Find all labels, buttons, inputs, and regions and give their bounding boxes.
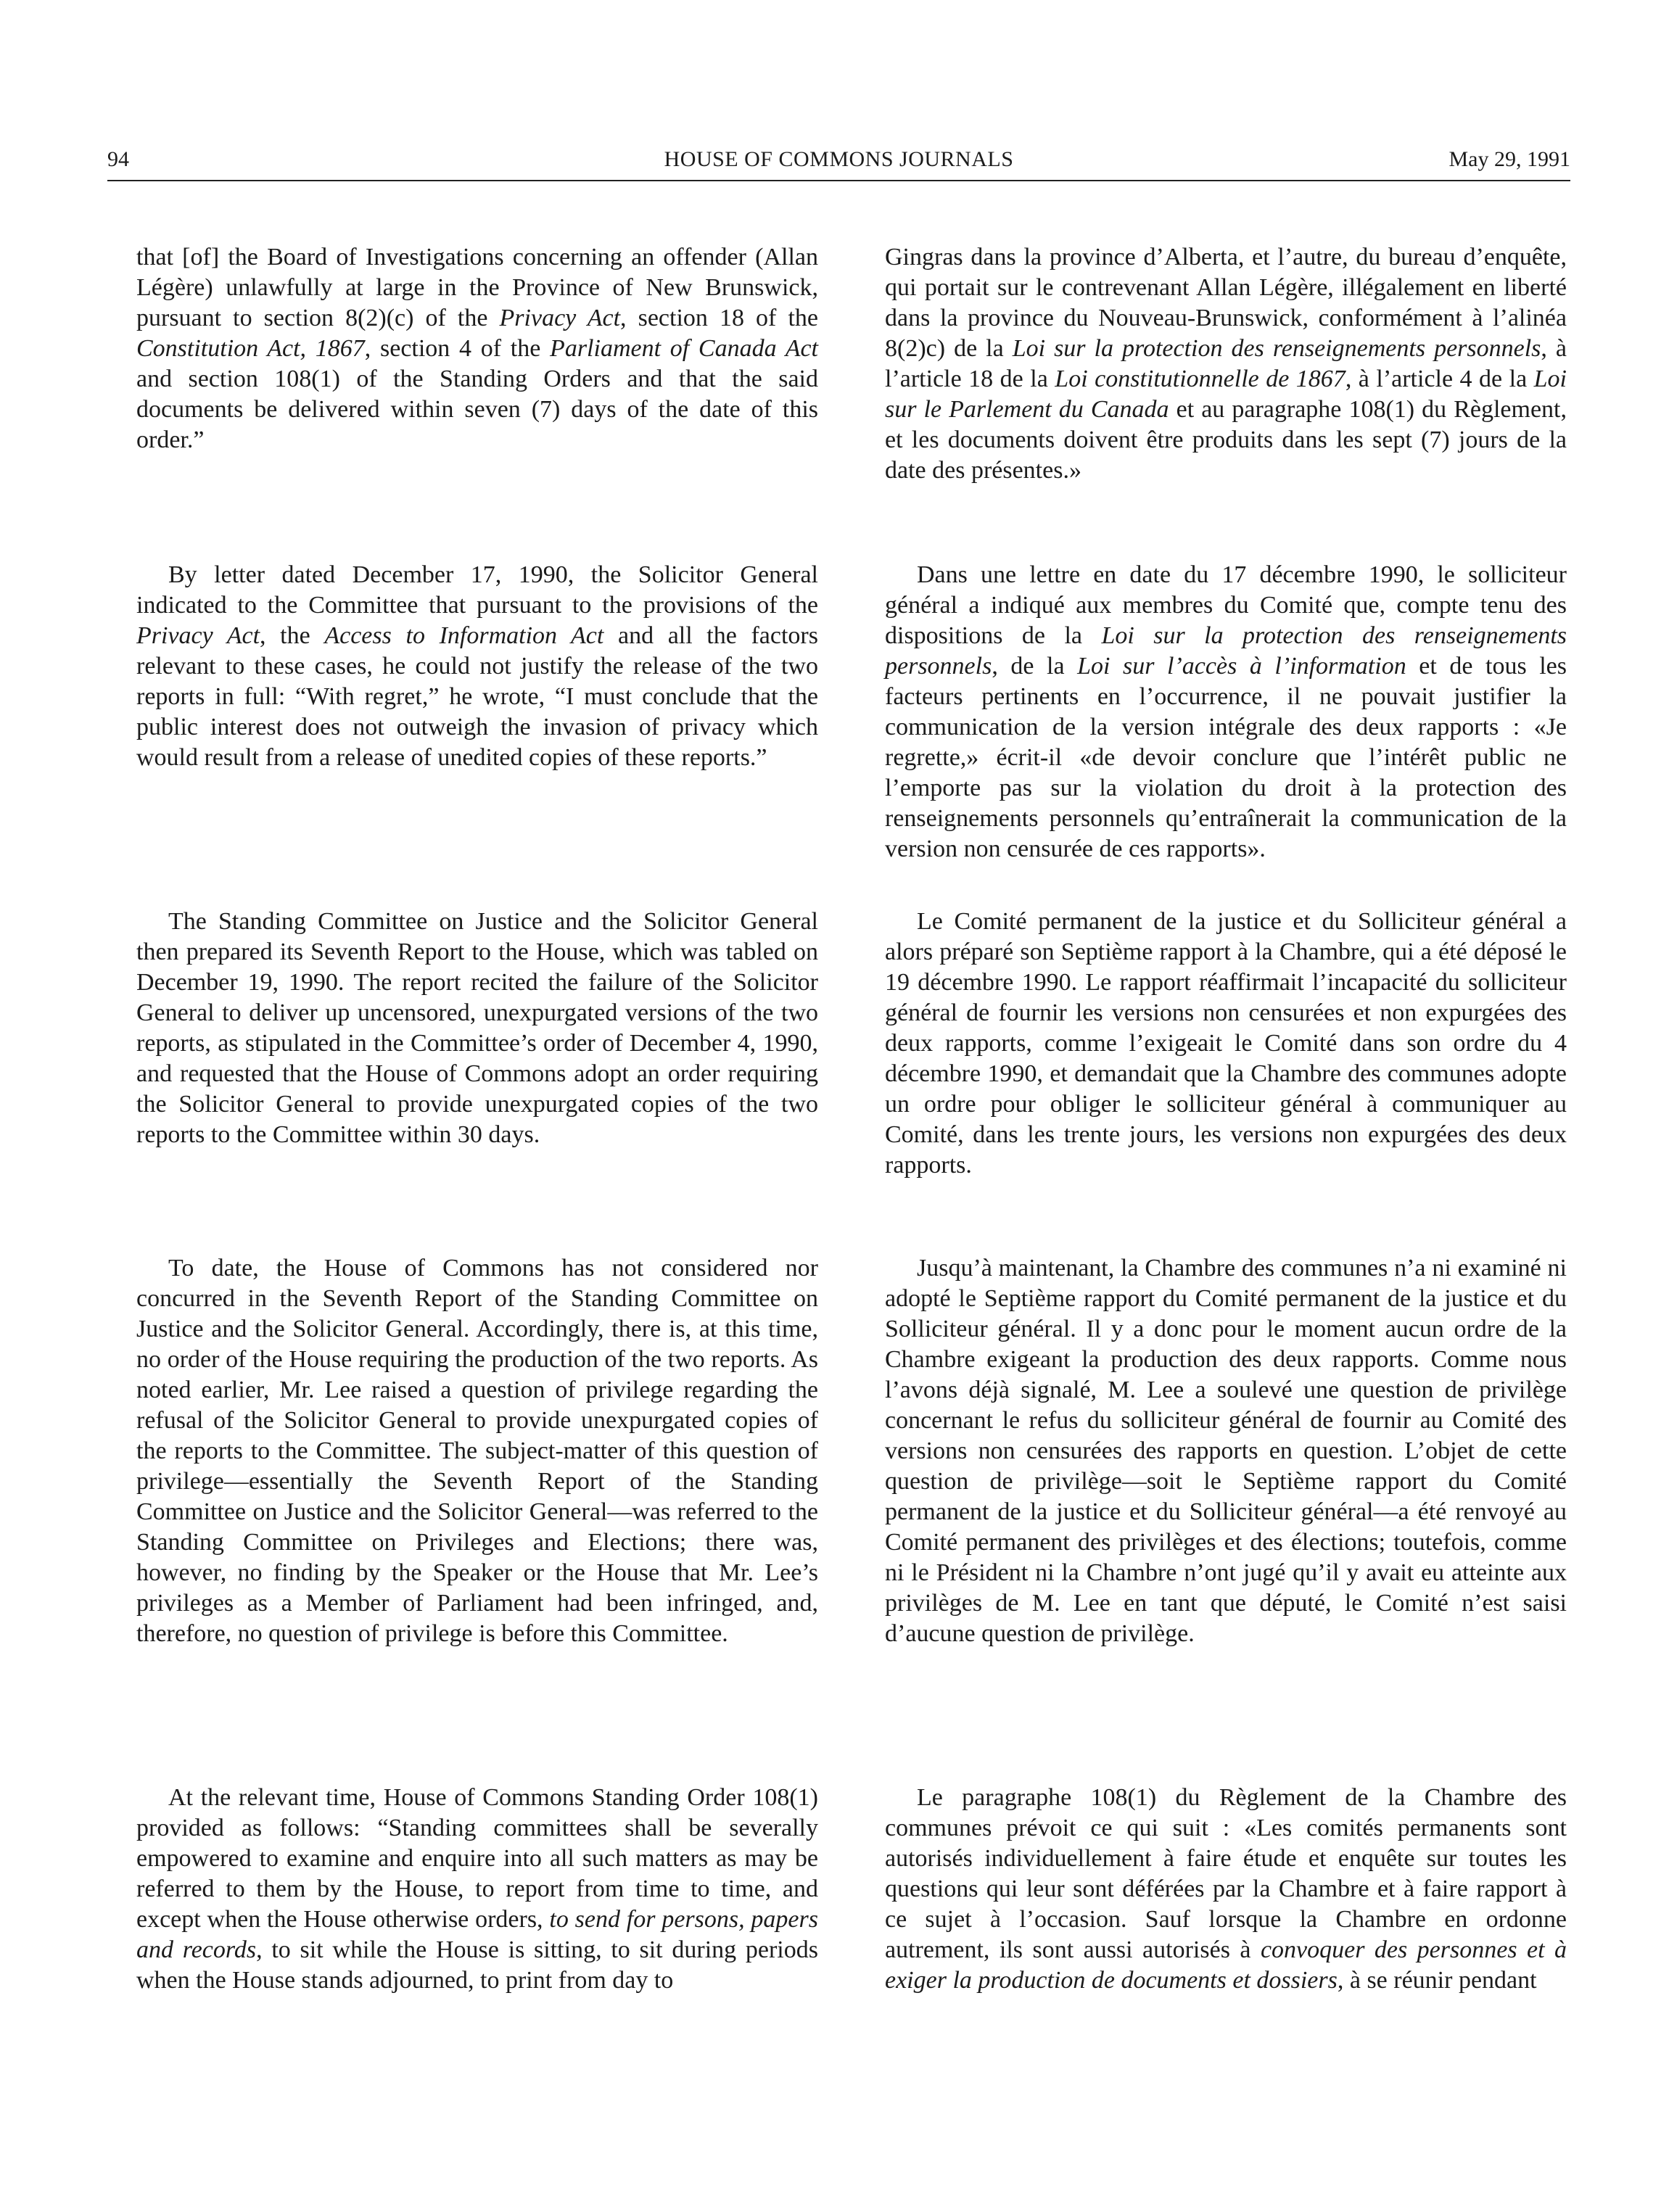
journal-title: HOUSE OF COMMONS JOURNALS [664, 147, 1014, 171]
english-paragraph-4: To date, the House of Commons has not considered nor concurred in the Seventh Report of the Standing Committee on Justice and the Solicitor General. Accordingly, there is, at this time, no order of the House requiring the production of the two reports. As noted earlier, Mr. Lee raised a question of privilege regarding the refusal of the Solicitor General to provide unexpurgated copies of the reports to the Committee. The subject-matter of this question of privilege—essentially the Seventh Report of the Standing Committee on Justice and the Solicitor General—was referred to the Standing Committee on Privileges and Elections; there was, however, no finding by the Speaker or the House that Mr. Lee’s privileges as a Member of Parliament had been infringed, and, therefore, no question of privilege is before this Committee. [136, 1255, 818, 1647]
french-paragraph-3: Le Comité permanent de la justice et du Solliciteur général a alors préparé son Septième rapport à la Chambre, qui a été déposé le 19 décembre 1990. Le rapport réaffirmait l’incapacité du solliciteur général de fournir les versions non censurées et non expurgées des deux rapports, comme l’exigeait le Comité dans son ordre du 4 décembre 1990, et demandait que la Chambre des communes adopte un ordre pour obliger le solliciteur général à communiquer au Comité, dans les trente jours, les versions non expurgées des deux rapports. [885, 908, 1567, 1179]
page-number: 94 [107, 147, 129, 171]
french-paragraph-2: Dans une lettre en date du 17 décembre 1990, le solliciteur général a indiqué aux membres du Comité que, compte tenu des dispositions de la Loi sur la protection des renseignements personnels, de la Loi sur l’accès à l’information et de tous les facteurs pertinents en l’occurrence, il ne pouvait justifier la communication de la version intégrale des deux rapports : «Je regrette,» écrit-il «de devoir conclure que l’intérêt public ne l’emporte pas sur la violation du droit à la protection des renseignements personnels qu’entraînerait la communication de la version non censurée de ces rapports». [885, 561, 1567, 862]
page-header [107, 142, 1570, 177]
english-paragraph-1: that [of] the Board of Investigations concerning an offender (Allan Légère) unlawfully at large in the Province of New Brunswick, pursuant to section 8(2)(c) of the Privacy Act, section 18 of the Constitution Act, 1867, section 4 of the Parliament of Canada Act and section 108(1) of the Standing Orders and that the said documents be delivered within seven (7) days of the date of this order.” [136, 244, 818, 453]
english-paragraph-5: At the relevant time, House of Commons Standing Order 108(1) provided as follows: “Standing committees shall be severally empowered to examine and enquire into all such matters as may be referred to them by the House, to report from time to time, and except when the House otherwise orders, to send for persons, papers and records, to sit while the House is sitting, to sit during periods when the House stands adjourned, to print from day to [136, 1784, 818, 1994]
french-paragraph-4: Jusqu’à maintenant, la Chambre des communes n’a ni examiné ni adopté le Septième rapport du Comité permanent de la justice et du Solliciteur général. Il y a donc pour le moment aucun ordre de la Chambre exigeant la production des deux rapports. Comme nous l’avons déjà signalé, M. Lee a soulevé une question de privilège concernant le refus du solliciteur général de fournir au Comité des versions non censurées des rapports en question. L’objet de cette question de privilège—soit le Septième rapport du Comité permanent de la justice et du Solliciteur général—a été renvoyé au Comité permanent des privilèges et des élections; toutefois, comme ni le Président ni la Chambre n’ont jugé qu’il y avait eu atteinte aux privilèges de M. Lee en tant que député, le Comité n’est saisi d’aucune question de privilège. [885, 1255, 1567, 1647]
english-paragraph-2: By letter dated December 17, 1990, the Solicitor General indicated to the Committee that pursuant to the provisions of the Privacy Act, the Access to Information Act and all the factors relevant to these cases, he could not justify the release of the two reports in full: “With regret,” he wrote, “I must conclude that the public interest does not outweigh the invasion of privacy which would result from a release of unedited copies of these reports.” [136, 561, 818, 771]
french-paragraph-1: Gingras dans la province d’Alberta, et l’autre, du bureau d’enquête, qui portait sur le contrevenant Allan Légère, illégalement en liberté dans la province du Nouveau-Brunswick, conformément à l’alinéa 8(2)c) de la Loi sur la protection des renseignements personnels, à l’article 18 de la Loi constitutionnelle de 1867, à l’article 4 de la Loi sur le Parlement du Canada et au paragraphe 108(1) du Règlement, et les documents doivent être produits dans les sept (7) jours de la date des présentes.» [885, 244, 1567, 484]
english-paragraph-3: The Standing Committee on Justice and the Solicitor General then prepared its Seventh Report to the House, which was tabled on December 19, 1990. The report recited the failure of the Solicitor General to deliver up uncensored, unexpurgated versions of the two reports, as stipulated in the Committee’s order of December 4, 1990, and requested that the House of Commons adopt an order requiring the Solicitor General to provide unexpurgated copies of the two reports to the Committee within 30 days. [136, 908, 818, 1148]
page-date: May 29, 1991 [1448, 147, 1570, 171]
french-paragraph-5: Le paragraphe 108(1) du Règlement de la Chambre des communes prévoit ce qui suit : «Les comités permanents sont autorisés individuellement à faire étude et enquête sur toutes les questions qui leur sont déférées par la Chambre et à faire rapport à ce sujet à l’occasion. Sauf lorsque la Chambre en ordonne autrement, ils sont aussi autorisés à convoquer des personnes et à exiger la production de documents et dossiers, à se réunir pendant [885, 1784, 1567, 1994]
header-rule [107, 180, 1570, 181]
